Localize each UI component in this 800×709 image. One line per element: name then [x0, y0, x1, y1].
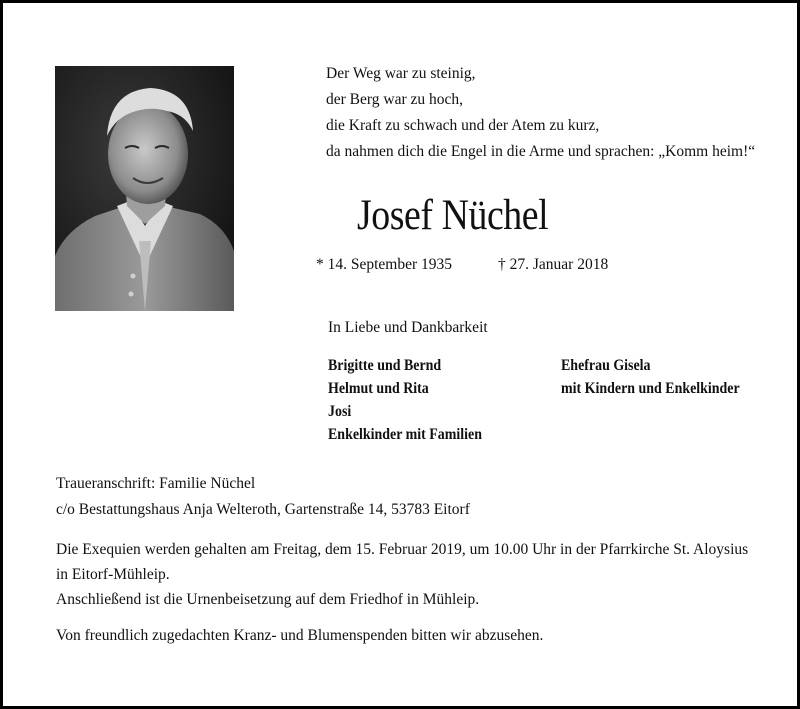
birth-date: * 14. September 1935 — [316, 256, 453, 273]
service-info — [56, 537, 748, 612]
mourners-list-left — [328, 354, 482, 446]
poem-line: da nahmen dich die Engel in die Arme und sprachen: „Komm heim!“ — [326, 143, 756, 160]
mourner-entry: Ehefrau Gisela — [561, 357, 651, 374]
flower-note: Von freundlich zugedachten Kranz- und Blumenspenden bitten wir abzusehen. — [56, 627, 544, 644]
poem-line: Der Weg war zu steinig, — [326, 65, 476, 82]
portrait-photo — [55, 66, 234, 311]
mourners-greeting: In Liebe und Dankbarkeit — [328, 319, 488, 336]
service-line: Anschließend ist die Urnenbeisetzung auf dem Friedhof in Mühleip. — [56, 591, 480, 608]
poem-line: die Kraft zu schwach und der Atem zu kurz, — [326, 117, 600, 134]
portrait-image — [55, 66, 234, 311]
poem — [326, 61, 755, 165]
service-line: in Eitorf-Mühleip. — [56, 566, 170, 583]
death-date: † 27. Januar 2018 — [498, 256, 609, 273]
mourner-entry: Brigitte und Bernd — [328, 357, 442, 374]
mourner-entry: Enkelkinder mit Familien — [328, 426, 482, 443]
mourner-entry: Helmut und Rita — [328, 380, 429, 397]
address-line: Traueranschrift: Familie Nüchel — [56, 475, 256, 492]
deceased-name: Josef Nüchel — [357, 192, 549, 239]
mourning-address — [56, 471, 470, 523]
address-line: c/o Bestattungshaus Anja Welteroth, Gartenstraße 14, 53783 Eitorf — [56, 501, 470, 518]
mourner-entry: Josi — [328, 403, 352, 420]
poem-line: der Berg war zu hoch, — [326, 91, 464, 108]
mourner-entry: mit Kindern und Enkelkinder — [561, 380, 740, 397]
service-line: Die Exequien werden gehalten am Freitag, dem 15. Februar 2019, um 10.00 Uhr in der Pfarrkirche St. Aloysius — [56, 541, 749, 558]
mourners-list-right — [561, 354, 740, 400]
